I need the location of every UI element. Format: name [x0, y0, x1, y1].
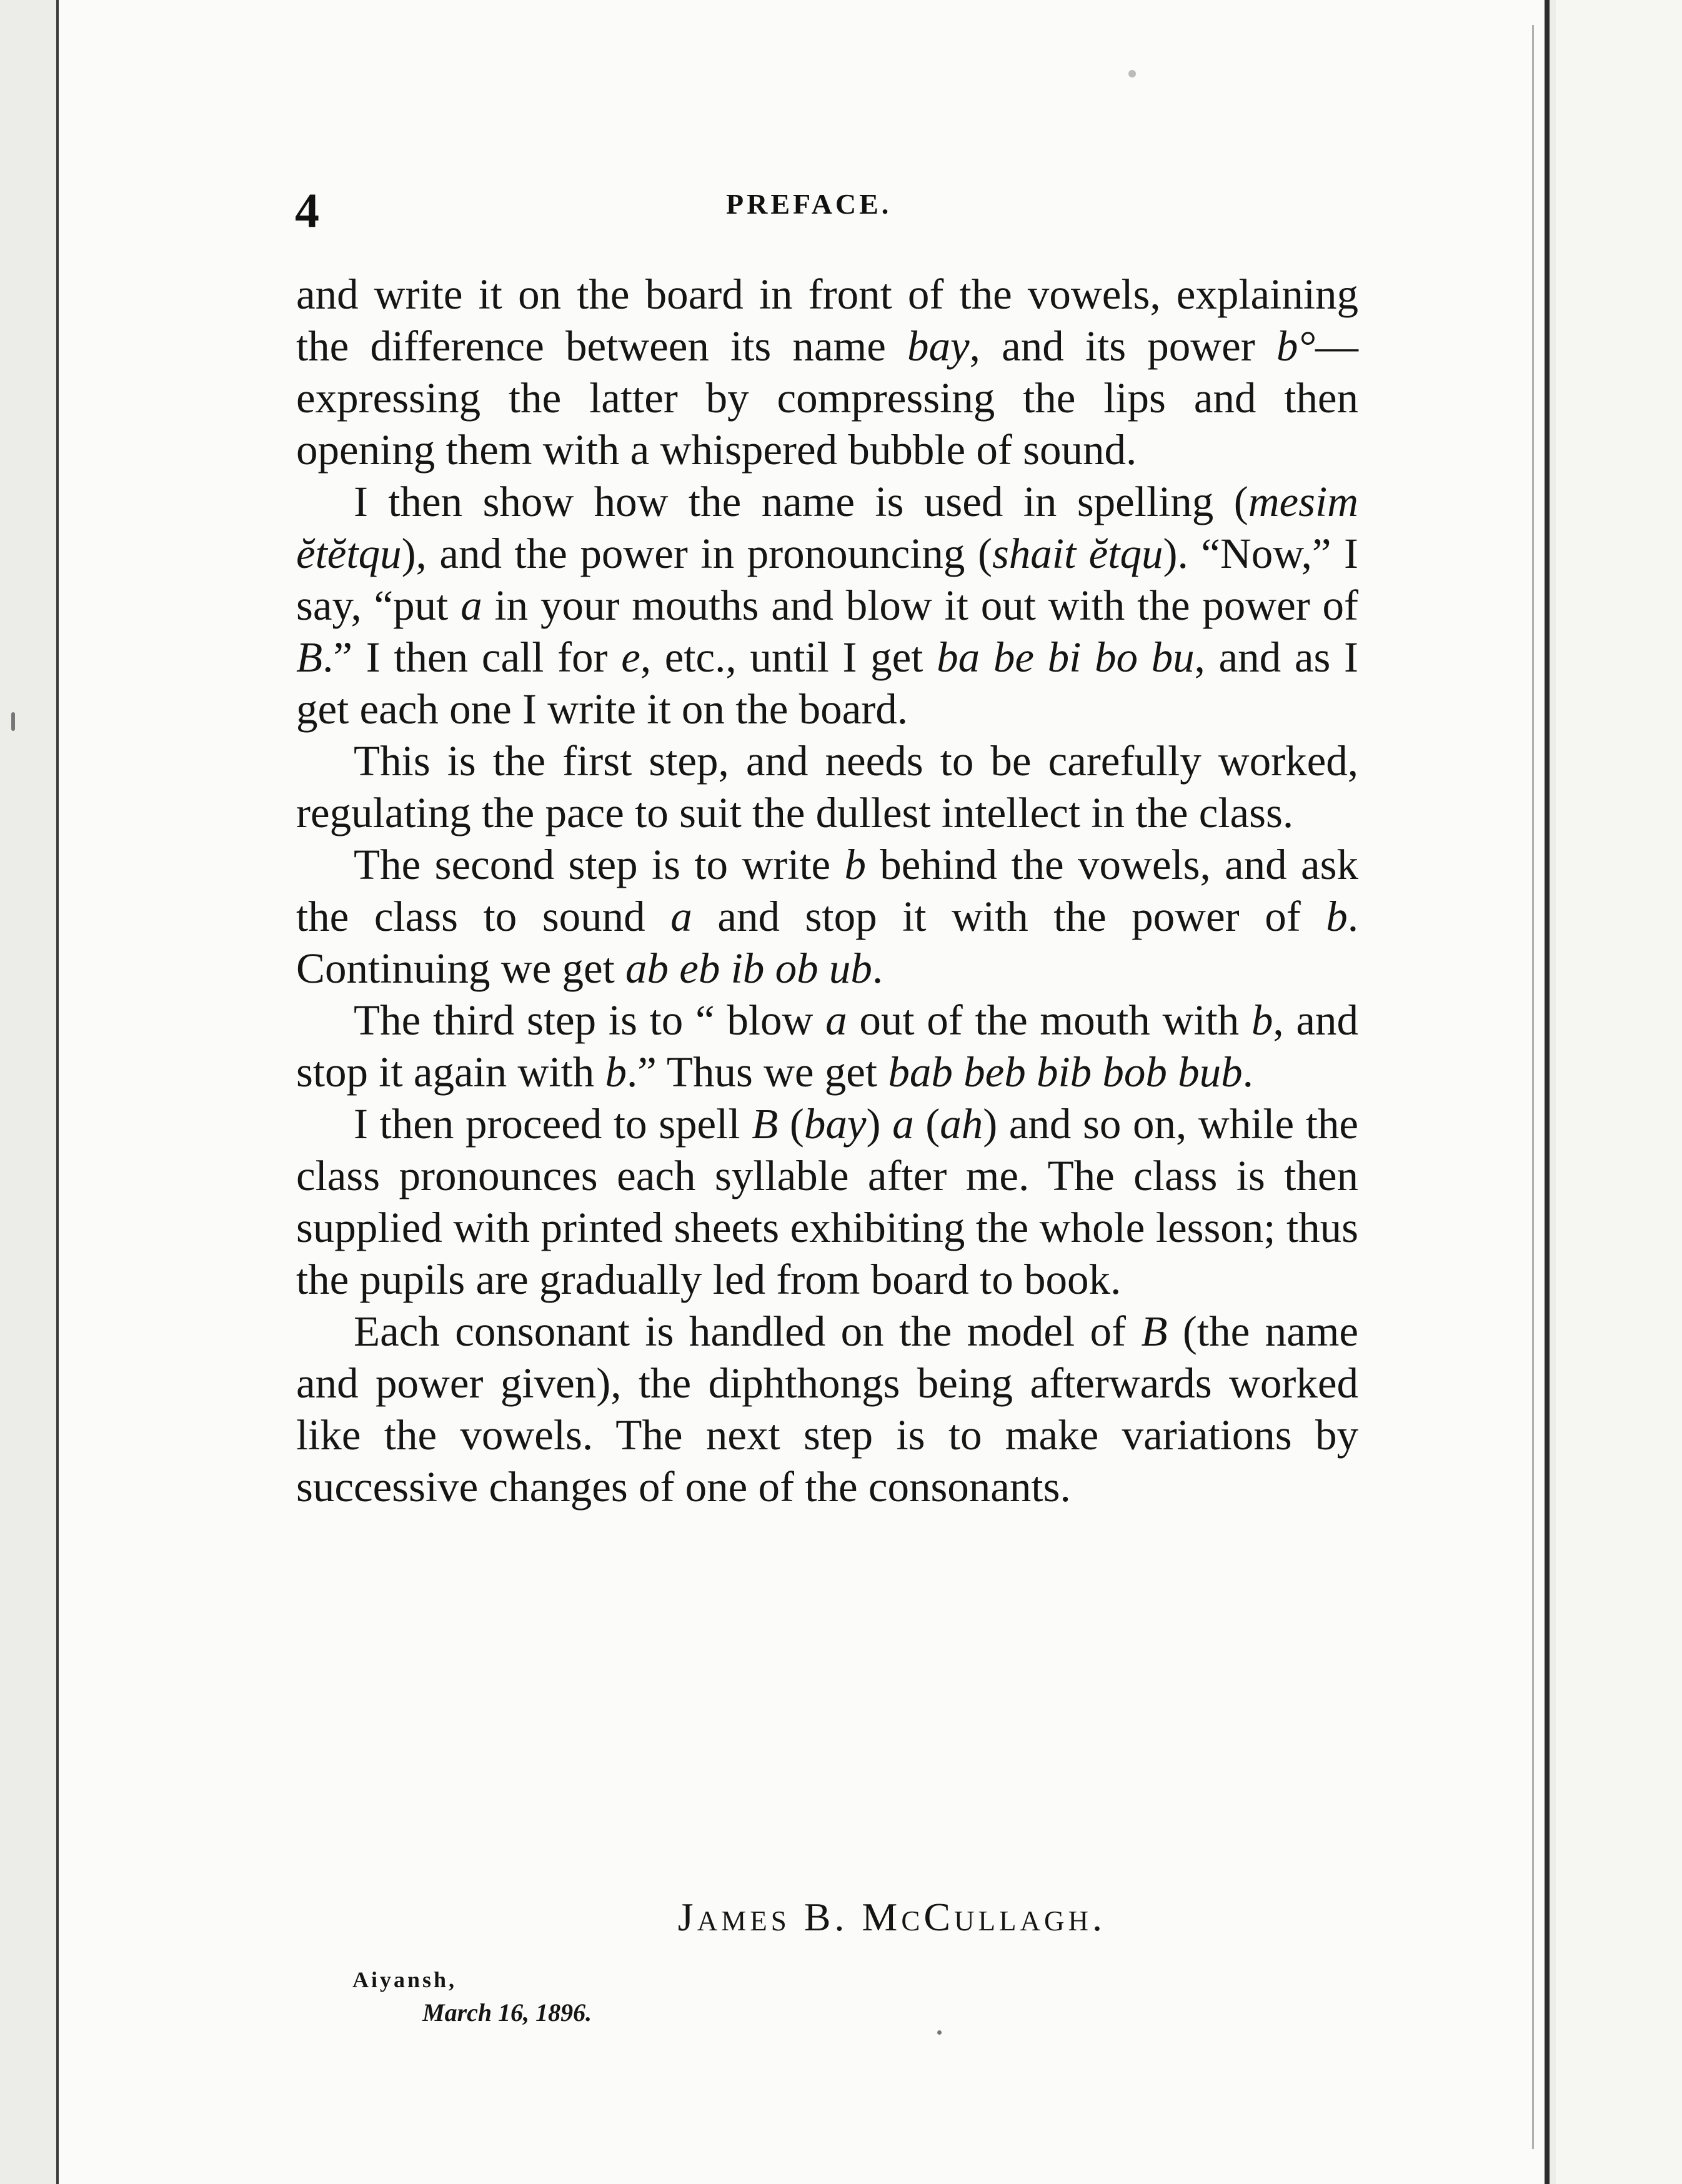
italic-run: e [621, 633, 640, 681]
scan-speck [937, 2030, 942, 2035]
text-run: I then proceed to spell [354, 1100, 752, 1148]
italic-run: B [752, 1100, 779, 1148]
paragraph [296, 735, 1358, 839]
text-run: out of the mouth with [847, 996, 1252, 1044]
author-signature: James B. McCullagh. [677, 1895, 1106, 1939]
text-run: ) [866, 1100, 893, 1148]
running-head: PREFACE. [726, 188, 892, 220]
text-run: This is the first step, and needs to be carefully worked, regulating the pace to suit the dullest intellect in the class. [296, 737, 1358, 836]
paragraph [296, 476, 1358, 735]
page-edge-shadow [1532, 25, 1534, 2149]
italic-run: b [605, 1048, 627, 1096]
text-run: .” Thus we get [626, 1048, 888, 1096]
paragraph [296, 1306, 1358, 1513]
text-run: . Continuing we get [296, 893, 1358, 992]
scan-speck [1128, 70, 1136, 77]
text-run: . [872, 945, 883, 992]
italic-run: B [296, 633, 323, 681]
text-run: The third step is to “ blow [354, 996, 826, 1044]
italic-run: a [670, 893, 692, 940]
paragraph [296, 269, 1358, 476]
italic-run: shait ĕtqu [992, 530, 1163, 577]
paragraph [296, 995, 1358, 1098]
text-run: . [1242, 1048, 1253, 1096]
facing-page-edge [1556, 0, 1682, 2184]
text-run: ). “Now,” I say, “put [296, 530, 1358, 629]
text-run: behind the vowels, and ask the class to sound [296, 841, 1358, 940]
italic-run: B [1141, 1308, 1168, 1355]
page-number: 4 [295, 183, 319, 237]
italic-run: b [844, 841, 866, 888]
text-run: , etc., until I get [640, 633, 937, 681]
text-run: in your mouths and blow it out with the power of [482, 582, 1359, 629]
italic-run: ba be bi bo bu [937, 633, 1195, 681]
paragraph [296, 839, 1358, 995]
italic-run: a [825, 996, 847, 1044]
text-run: —expressing the latter by compressing the lips and then opening them with a whispered bubble of sound. [296, 322, 1358, 474]
text-run: , and its power [969, 322, 1276, 370]
date-line: March 16, 1896. [422, 1998, 592, 2027]
text-run: Each consonant is handled on the model of [354, 1308, 1142, 1355]
italic-run: b [1251, 996, 1273, 1044]
italic-run: b [1326, 893, 1348, 940]
text-run: ( [913, 1100, 940, 1148]
italic-run: mesim ĕtĕtqu [296, 478, 1358, 577]
text-run: and write it on the board in front of the vowels, explaining the difference between its name [296, 271, 1358, 370]
text-run: and stop it with the power of [692, 893, 1326, 940]
italic-run: bay [804, 1100, 867, 1148]
paragraph [296, 1098, 1358, 1306]
italic-run: bay [907, 322, 970, 370]
text-run: (the name and power given), the diphthongs being afterwards worked like the vowels. The next step is to make variations by successive changes of one of the consonants. [296, 1308, 1358, 1511]
scan-speck [11, 712, 15, 731]
italic-run: a [892, 1100, 914, 1148]
place-line: Aiyansh, [352, 1967, 457, 1992]
text-run: ), and the power in pronouncing ( [401, 530, 992, 577]
text-run: , and stop it again with [296, 996, 1358, 1096]
text-run: , and as I get each one I write it on the board. [296, 633, 1358, 733]
text-run: The second step is to write [354, 841, 845, 888]
italic-run: a [460, 582, 482, 629]
italic-run: bab beb bib bob bub [888, 1048, 1243, 1096]
book-page [56, 0, 1550, 2184]
italic-run: ab eb ib ob ub [625, 945, 872, 992]
text-run: ( [778, 1100, 804, 1148]
italic-run: b° [1276, 322, 1315, 370]
text-run: ) and so on, while the class pronounces each syllable after me. The class is then supplied with printed sheets exhibiting the whole lesson; thus the pupils are gradually led from board to book. [296, 1100, 1359, 1303]
italic-run: ah [940, 1100, 983, 1148]
preface-body [296, 269, 1358, 1513]
text-run: .” I then call for [322, 633, 622, 681]
text-run: I then show how the name is used in spelling ( [354, 478, 1248, 525]
